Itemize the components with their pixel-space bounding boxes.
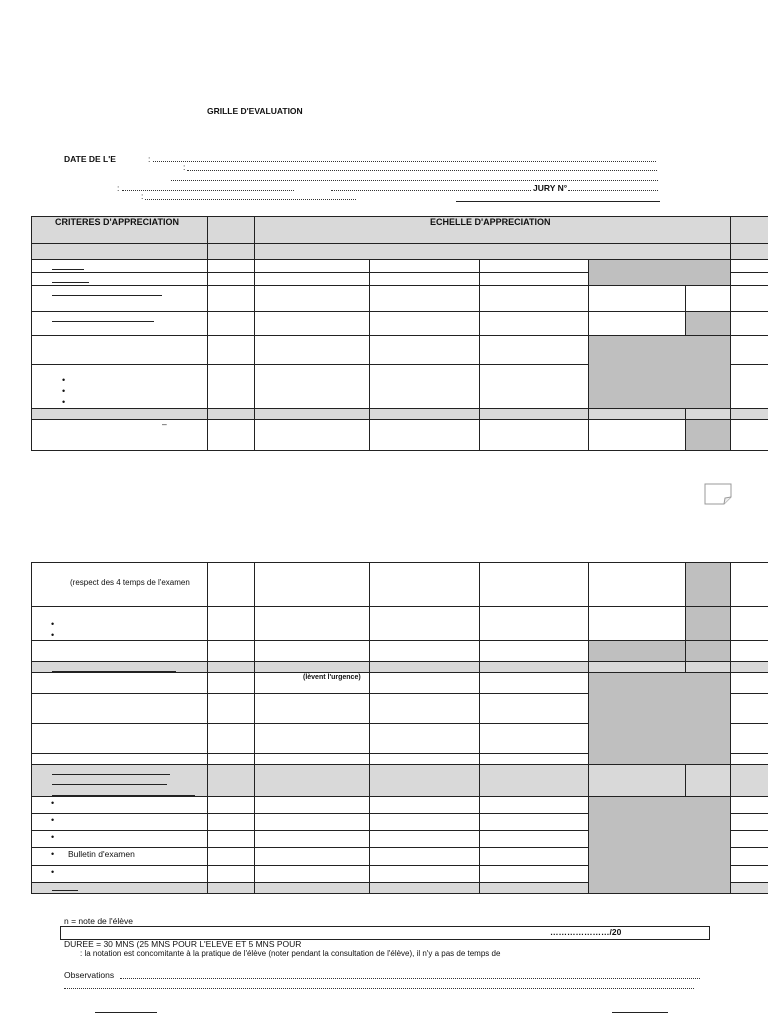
jury-dotted-line [568,190,658,191]
observations-dotted-line-2 [64,988,694,989]
signature-line-right [612,1012,668,1013]
exam-note: (respect des 4 temps de l'examen [70,578,190,587]
date-dotted-line [153,161,656,162]
t2-bottom-bar [31,882,588,893]
t1-gray-cell [685,311,730,335]
signature-line-top [456,201,660,202]
colon-2: : [183,162,186,172]
colon-4: : [141,191,144,201]
dotted-line-4b [331,190,531,191]
scale-header: ECHELLE D'APPRECIATION [430,217,551,227]
bullet: • [51,867,55,877]
note-icon [704,483,732,505]
t2-gray-cell [588,672,730,764]
observations-label: Observations [64,970,115,980]
bullet: • [51,798,55,808]
criteria-header: CRITERES D'APPRECIATION [55,217,179,227]
bullet: • [51,619,55,629]
t1-gray-cell [588,335,730,408]
bullet: • [51,630,55,640]
t1-section-bar [31,408,768,419]
note-definition: n = note de l'élève [64,916,133,926]
dash-mark: – [162,419,167,429]
bulletin-label: Bulletin d'examen [68,849,135,859]
observations-dotted-line [120,978,700,979]
t2-gray-cell [685,562,730,661]
colon-1: : [148,154,151,164]
t1-gray-cell [685,419,730,450]
bullet: • [51,849,55,859]
dotted-line-2 [187,170,657,171]
colon-3: : [117,183,120,193]
t2-section-block [31,764,768,796]
dotted-line-4a [122,190,294,191]
signature-line-left [95,1012,157,1013]
urgency-note: (lèvent l'urgence) [303,674,361,681]
t2-gray-cell [588,640,685,661]
dotted-line-3 [171,180,658,181]
bullet: • [62,397,66,407]
date-label: DATE DE L'E [64,154,116,164]
bullet: • [51,832,55,842]
bullet: • [62,386,66,396]
page-title: GRILLE D'EVALUATION [207,106,303,116]
notation-text: : la notation est concomitante à la pratique de l'élève (noter pendant la consultation de l'élève), il n'y a pas de temps de [80,949,501,958]
jury-label: JURY N° [533,183,568,193]
duration-text: DUREE = 30 MNS (25 MNS POUR L'ELEVE ET 5 MNS POUR [64,939,302,949]
bullet: • [62,375,66,385]
t2-bottom-bar-right [730,882,768,893]
t1-gray-cell [588,259,730,285]
t2-gray-cell [588,796,730,893]
score-value: …………………/20 [550,927,622,937]
bullet: • [51,815,55,825]
dotted-line-5 [145,199,356,200]
